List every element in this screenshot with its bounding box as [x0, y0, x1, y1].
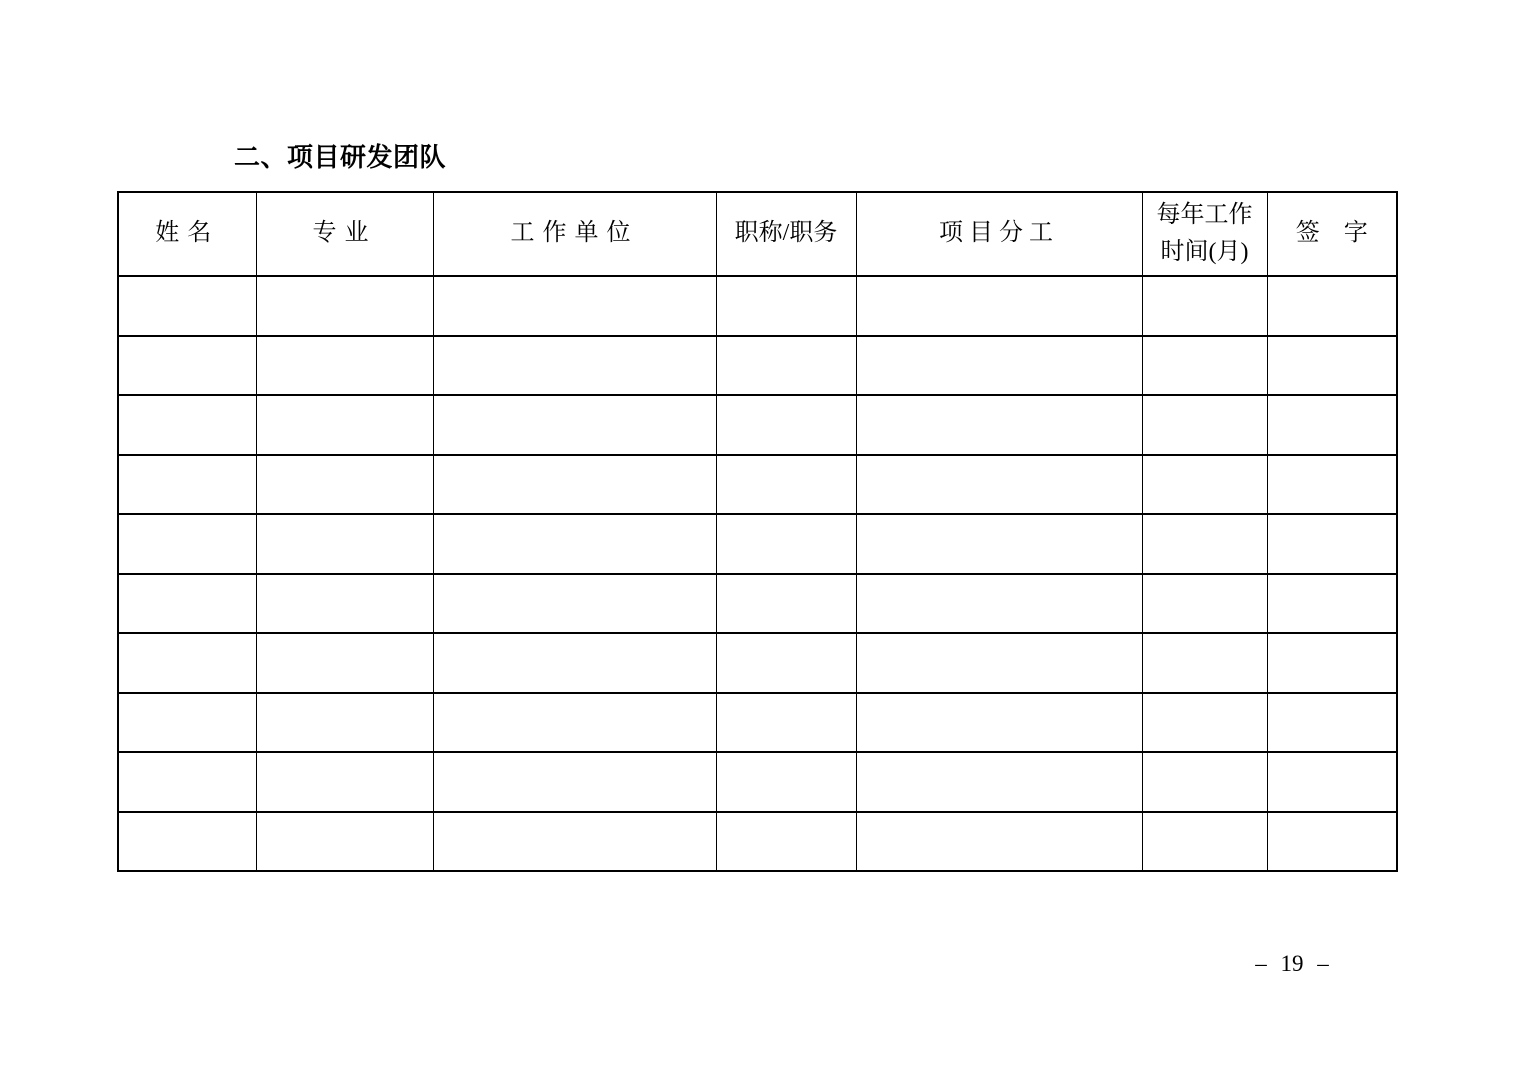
- empty-cell: [856, 633, 1142, 693]
- empty-cell: [433, 455, 716, 515]
- empty-cell: [433, 633, 716, 693]
- team-table: [117, 191, 1398, 872]
- empty-cell: [433, 574, 716, 634]
- empty-cell: [256, 276, 433, 336]
- empty-cell: [1267, 336, 1397, 396]
- empty-cell: [716, 574, 856, 634]
- empty-cell: [1267, 455, 1397, 515]
- empty-cell: [118, 276, 256, 336]
- empty-cell: [256, 752, 433, 812]
- empty-cell: [1142, 276, 1267, 336]
- empty-cell: [716, 812, 856, 872]
- table-row: [118, 336, 1397, 396]
- empty-cell: [1142, 514, 1267, 574]
- empty-cell: [716, 336, 856, 396]
- empty-cell: [433, 752, 716, 812]
- empty-cell: [1267, 812, 1397, 872]
- header-row: [118, 192, 1397, 276]
- empty-cell: [118, 336, 256, 396]
- empty-cell: [256, 455, 433, 515]
- empty-cell: [1267, 395, 1397, 455]
- empty-cell: [118, 574, 256, 634]
- empty-cell: [1267, 633, 1397, 693]
- empty-cell: [856, 336, 1142, 396]
- empty-cell: [856, 752, 1142, 812]
- empty-cell: [1267, 276, 1397, 336]
- empty-cell: [856, 395, 1142, 455]
- empty-cell: [1142, 336, 1267, 396]
- empty-cell: [716, 395, 856, 455]
- empty-cell: [433, 336, 716, 396]
- empty-cell: [256, 395, 433, 455]
- col-header-project-role: 项目分工: [856, 192, 1142, 276]
- table-row: [118, 395, 1397, 455]
- empty-cell: [256, 574, 433, 634]
- empty-cell: [1142, 574, 1267, 634]
- empty-cell: [1267, 574, 1397, 634]
- empty-cell: [256, 633, 433, 693]
- empty-cell: [256, 812, 433, 872]
- empty-cell: [118, 455, 256, 515]
- empty-cell: [716, 276, 856, 336]
- col-header-major: 专业: [256, 192, 433, 276]
- table-row: [118, 693, 1397, 753]
- table-row: [118, 574, 1397, 634]
- col-header-signature: 签 字: [1267, 192, 1397, 276]
- table-row: [118, 514, 1397, 574]
- empty-cell: [433, 514, 716, 574]
- col-header-work-unit: 工作单位: [433, 192, 716, 276]
- empty-cell: [856, 812, 1142, 872]
- empty-cell: [118, 752, 256, 812]
- empty-cell: [433, 395, 716, 455]
- empty-cell: [433, 276, 716, 336]
- empty-cell: [1142, 395, 1267, 455]
- empty-cell: [256, 693, 433, 753]
- empty-cell: [856, 574, 1142, 634]
- empty-cell: [856, 276, 1142, 336]
- team-table-header: [118, 192, 1397, 276]
- empty-cell: [433, 693, 716, 753]
- empty-cell: [118, 693, 256, 753]
- empty-cell: [118, 514, 256, 574]
- table-row: [118, 752, 1397, 812]
- col-header-title-position: 职称/职务: [716, 192, 856, 276]
- empty-cell: [716, 693, 856, 753]
- empty-cell: [1142, 752, 1267, 812]
- empty-cell: [118, 395, 256, 455]
- empty-cell: [1142, 455, 1267, 515]
- table-row: [118, 812, 1397, 872]
- empty-cell: [256, 336, 433, 396]
- team-table-body: [118, 276, 1397, 871]
- section-title: 二、项目研发团队: [234, 142, 447, 172]
- empty-cell: [118, 633, 256, 693]
- empty-cell: [256, 514, 433, 574]
- empty-cell: [1142, 693, 1267, 753]
- empty-cell: [716, 455, 856, 515]
- empty-cell: [1267, 514, 1397, 574]
- empty-cell: [1267, 693, 1397, 753]
- table-row: [118, 455, 1397, 515]
- empty-cell: [1142, 812, 1267, 872]
- empty-cell: [856, 693, 1142, 753]
- empty-cell: [433, 812, 716, 872]
- empty-cell: [856, 455, 1142, 515]
- table-row: [118, 276, 1397, 336]
- table-row: [118, 633, 1397, 693]
- empty-cell: [118, 812, 256, 872]
- empty-cell: [1267, 752, 1397, 812]
- empty-cell: [716, 752, 856, 812]
- col-header-annual-work-time: 每年工作时间(月): [1142, 192, 1267, 276]
- empty-cell: [1142, 633, 1267, 693]
- page-number: – 19 –: [1255, 951, 1329, 976]
- empty-cell: [716, 633, 856, 693]
- col-header-name: 姓名: [118, 192, 256, 276]
- empty-cell: [716, 514, 856, 574]
- empty-cell: [856, 514, 1142, 574]
